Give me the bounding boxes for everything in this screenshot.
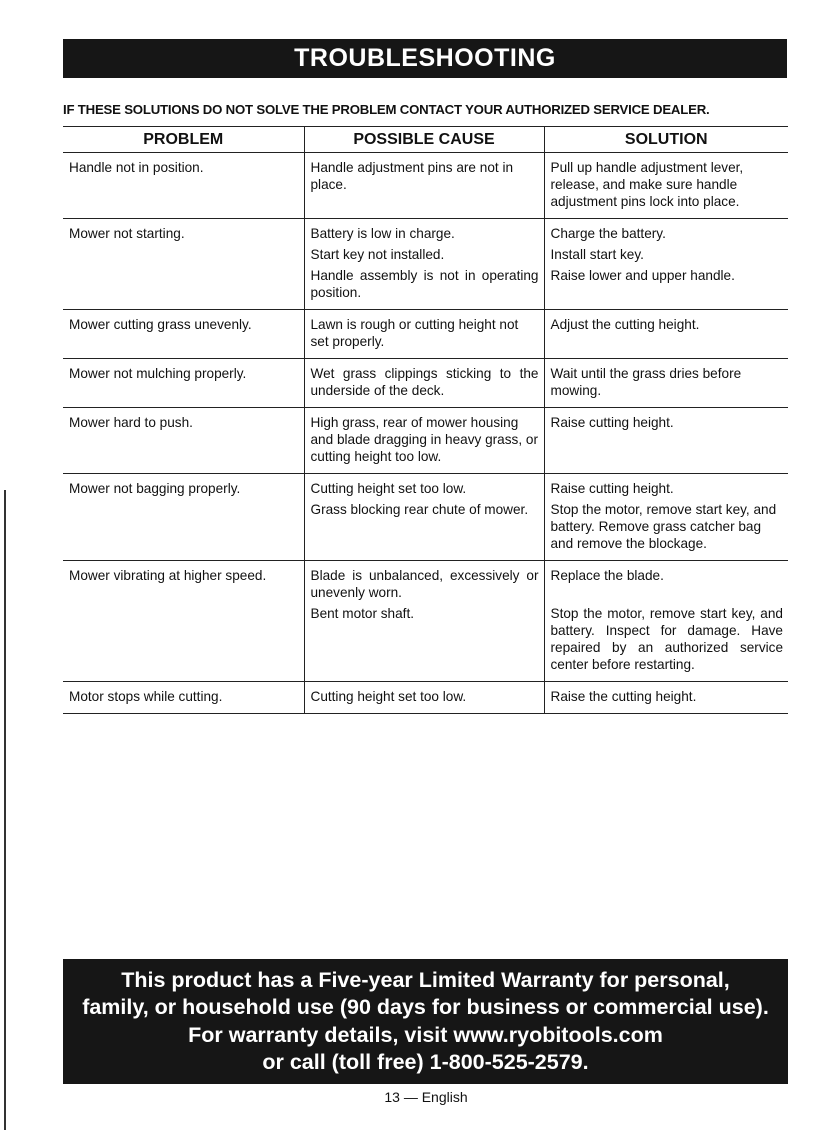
cause-entry: Wet grass clippings sticking to the underside of the deck. xyxy=(310,366,539,398)
problem-cell: Mower not starting. xyxy=(63,219,304,310)
table-row xyxy=(63,153,788,219)
problem-cell: Mower cutting grass unevenly. xyxy=(63,310,304,359)
cause-entry: High grass, rear of mower housing and blade dragging in heavy grass, or cutting height too low. xyxy=(310,415,538,464)
solution-entry: Wait until the grass dries before mowing. xyxy=(550,366,742,398)
problem-cell: Mower not bagging properly. xyxy=(63,474,304,561)
header-possible-cause: POSSIBLE CAUSE xyxy=(304,127,544,153)
page-title: TROUBLESHOOTING xyxy=(294,44,556,72)
table-header-row xyxy=(63,127,788,153)
solution-entry: Raise the cutting height. xyxy=(550,689,697,704)
warranty-line: or call (toll free) 1-800-525-2579. xyxy=(262,1050,589,1074)
cause-entry: Battery is low in charge. xyxy=(310,226,455,241)
solution-entry: Stop the motor, remove start key, and battery. Remove grass catcher bag and remove the blockage. xyxy=(550,502,777,551)
problem-cell: Handle not in position. xyxy=(63,153,304,219)
solution-entry: Raise lower and upper handle. xyxy=(550,268,735,283)
cause-cell xyxy=(304,310,544,359)
solution-entry: Raise cutting height. xyxy=(550,415,674,430)
table-row xyxy=(63,219,788,310)
service-notice: IF THESE SOLUTIONS DO NOT SOLVE THE PROBLEM CONTACT YOUR AUTHORIZED SERVICE DEALER. xyxy=(63,102,710,117)
cause-cell xyxy=(304,219,544,310)
table-row xyxy=(63,474,788,561)
header-problem: PROBLEM xyxy=(63,127,304,153)
problem-cell: Mower vibrating at higher speed. xyxy=(63,561,304,682)
solution-cell xyxy=(544,561,788,682)
table-row xyxy=(63,359,788,408)
warranty-line: family, or household use (90 days for business or commercial use). xyxy=(82,995,769,1019)
table-row xyxy=(63,408,788,474)
solution-cell xyxy=(544,408,788,474)
table-row xyxy=(63,310,788,359)
cause-entry: Bent motor shaft. xyxy=(310,606,415,621)
solution-entry: Raise cutting height. xyxy=(550,481,674,496)
solution-entry: Stop the motor, remove start key, and battery. Inspect for damage. Have repaired by an authorized service center before restarting. xyxy=(550,606,783,672)
header-solution: SOLUTION xyxy=(544,127,788,153)
solution-cell xyxy=(544,310,788,359)
solution-entry: Pull up handle adjustment lever, release, and make sure handle adjustment pins lock into place. xyxy=(550,160,744,209)
cause-entry: Handle assembly is not in operating position. xyxy=(310,268,539,300)
troubleshooting-table xyxy=(63,126,788,714)
solution-cell xyxy=(544,474,788,561)
solution-entry: Adjust the cutting height. xyxy=(550,317,700,332)
cause-entry: Lawn is rough or cutting height not set properly. xyxy=(310,317,519,349)
solution-cell xyxy=(544,219,788,310)
cause-entry: Blade is unbalanced, excessively or unevenly worn. xyxy=(310,568,539,600)
table-row xyxy=(63,561,788,682)
problem-cell: Mower not mulching properly. xyxy=(63,359,304,408)
cause-entry: Handle adjustment pins are not in place. xyxy=(310,160,514,192)
cause-entry: Cutting height set too low. xyxy=(310,689,467,704)
warranty-banner xyxy=(63,959,788,1084)
cause-entry: Cutting height set too low. xyxy=(310,481,467,496)
cause-cell xyxy=(304,359,544,408)
problem-cell: Motor stops while cutting. xyxy=(63,682,304,714)
problem-cell: Mower hard to push. xyxy=(63,408,304,474)
section-title-bar xyxy=(63,39,787,78)
solution-cell xyxy=(544,359,788,408)
cause-cell xyxy=(304,682,544,714)
cause-cell xyxy=(304,561,544,682)
cause-cell xyxy=(304,408,544,474)
scan-edge-line xyxy=(4,490,6,1130)
cause-cell xyxy=(304,474,544,561)
table-row xyxy=(63,682,788,714)
solution-cell xyxy=(544,682,788,714)
cause-cell xyxy=(304,153,544,219)
solution-entry: Charge the battery. xyxy=(550,226,666,241)
page-footer: 13 — English xyxy=(384,1089,468,1105)
cause-entry: Grass blocking rear chute of mower. xyxy=(310,502,529,517)
warranty-line: For warranty details, visit www.ryobitools.com xyxy=(188,1022,663,1047)
solution-cell xyxy=(544,153,788,219)
cause-entry: Start key not installed. xyxy=(310,247,445,262)
solution-entry: Install start key. xyxy=(550,247,644,262)
solution-entry: Replace the blade. xyxy=(550,568,664,583)
warranty-line: This product has a Five-year Limited Warranty for personal, xyxy=(121,967,730,992)
